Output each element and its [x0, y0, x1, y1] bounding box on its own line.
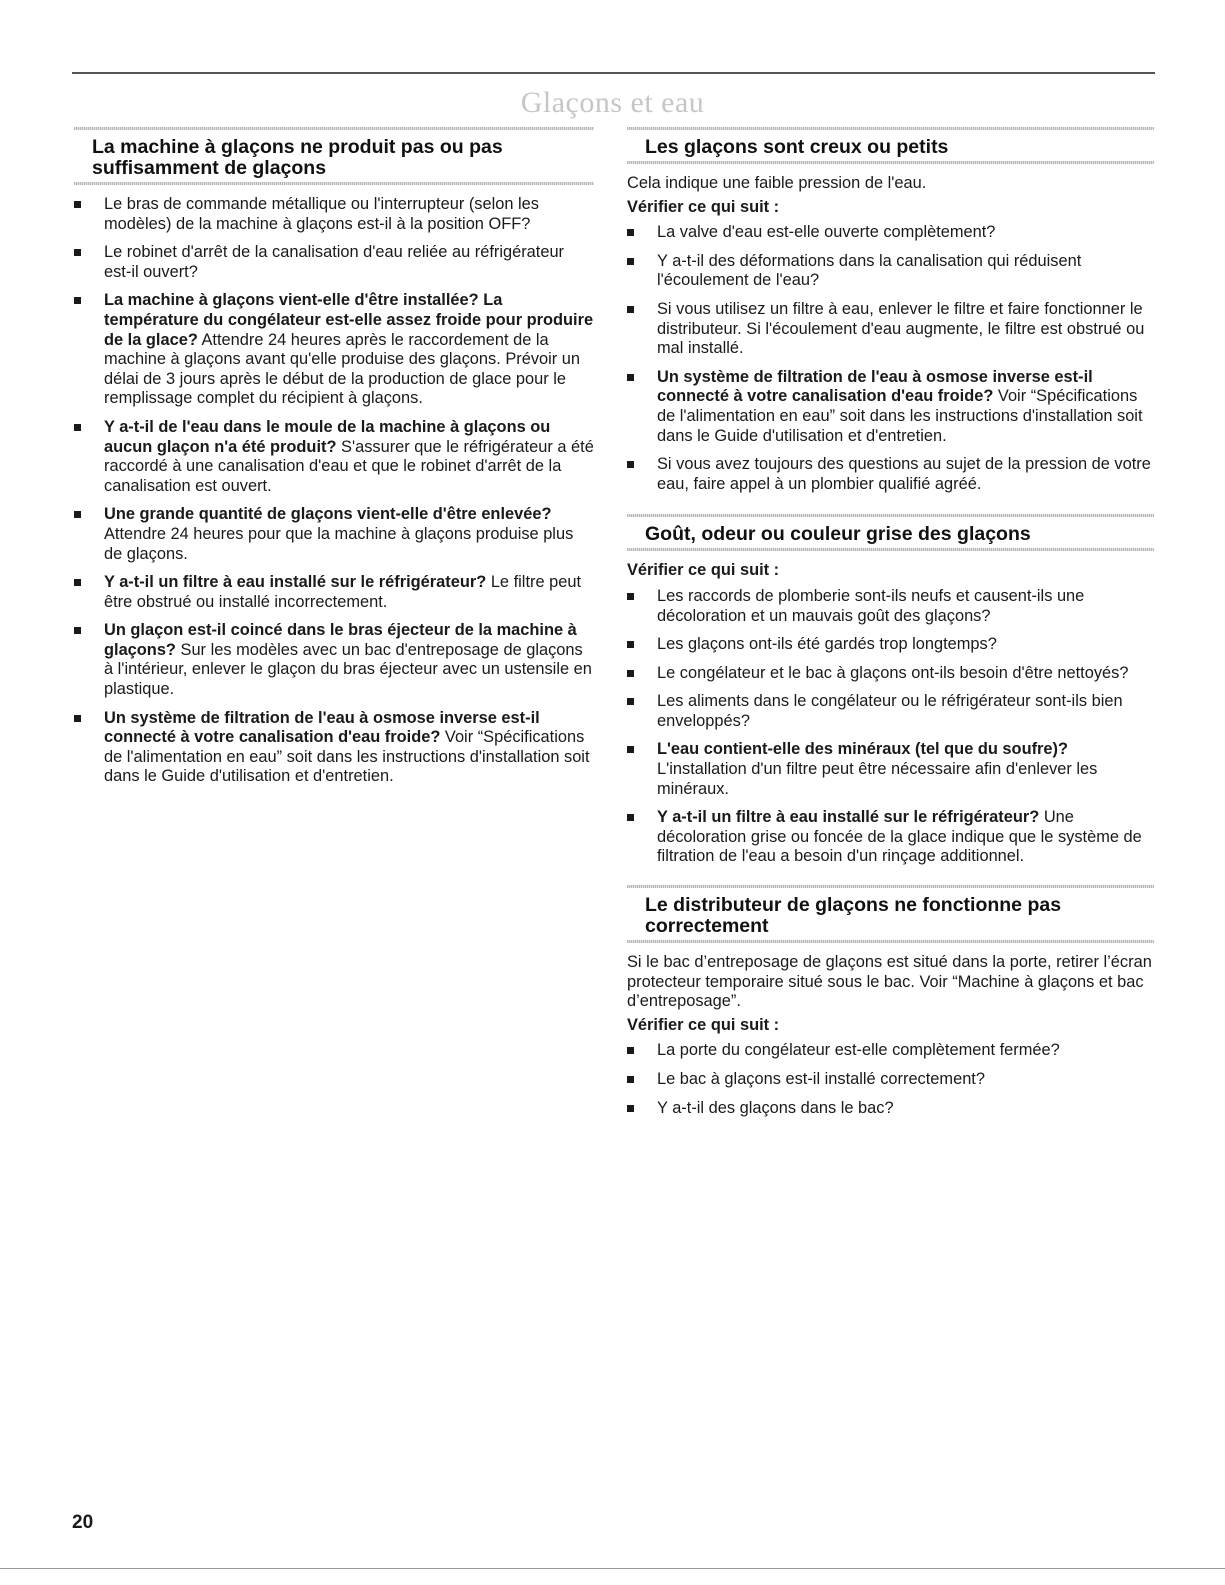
bottom-rule — [0, 1568, 1225, 1569]
top-rule — [72, 72, 1155, 74]
list-item: Y a-t-il de l'eau dans le moule de la machine à glaçons ou aucun glaçon n'a été produit? S'assurer que le réfrigérateur a été raccordé à une canalisation d'eau et que le robinet d'arrêt de la canalisation est ouvert. — [74, 418, 594, 496]
list-item: Y a-t-il des glaçons dans le bac? — [627, 1099, 1154, 1119]
list-item: Le bras de commande métallique ou l'interrupteur (selon les modèles) de la machine à glaçons est-il à la position OFF? — [74, 195, 594, 234]
bullet-icon — [627, 814, 634, 821]
list-item: Le congélateur et le bac à glaçons ont-ils besoin d'être nettoyés? — [627, 664, 1154, 684]
page-title: Glaçons et eau — [520, 86, 705, 119]
list-item: Si vous utilisez un filtre à eau, enlever le filtre et faire fonctionner le distributeur. Si l'écoulement d'eau augmente, le filtre est obstrué ou mal installé. — [627, 300, 1154, 359]
left-column — [74, 127, 594, 796]
check-label: Vérifier ce qui suit : — [627, 197, 780, 216]
bullet-icon — [74, 627, 81, 634]
list-item: Y a-t-il un filtre à eau installé sur le réfrigérateur? Le filtre peut être obstrué ou installé incorrectement. — [74, 573, 594, 612]
check-label: Vérifier ce qui suit : — [627, 1015, 780, 1034]
list-item: L'eau contient-elle des minéraux (tel que du soufre)? L'installation d'un filtre peut être nécessaire afin d'enlever les minéraux. — [627, 740, 1154, 799]
right-column — [627, 127, 1154, 1127]
bullet-icon — [74, 249, 81, 256]
section-intro: Cela indique une faible pression de l'eau. — [627, 174, 927, 192]
bullet-icon — [74, 715, 81, 722]
list-item: La porte du congélateur est-elle complètement fermée? — [627, 1041, 1154, 1061]
list-item: La valve d'eau est-elle ouverte complètement? — [627, 223, 1154, 243]
bullet-icon — [627, 698, 634, 705]
bullet-icon — [627, 670, 634, 677]
section-heading: Le distributeur de glaçons ne fonctionne pas correctement — [627, 885, 1154, 943]
list-item: Les glaçons ont-ils été gardés trop longtemps? — [627, 635, 1154, 655]
section-dispenser-not-working — [627, 885, 1154, 1118]
bullet-icon — [74, 201, 81, 208]
bullet-icon — [74, 579, 81, 586]
section-hollow-small-cubes — [627, 127, 1154, 494]
list-item: Un glaçon est-il coincé dans le bras éjecteur de la machine à glaçons? Sur les modèles avec un bac d'entreposage de glaçons à l'intérieur, enlever le glaçon du bras éjecteur avec un ustensile en plastique. — [74, 621, 594, 699]
list-item: Un système de filtration de l'eau à osmose inverse est-il connecté à votre canalisation d'eau froide? Voir “Spécifications de l'alimentation en eau” soit dans les instructions d'installation soit dans le Guide d'utilisation et d'entretien. — [627, 368, 1154, 446]
bullet-icon — [627, 461, 634, 468]
section-heading: La machine à glaçons ne produit pas ou pas suffisamment de glaçons — [74, 127, 594, 185]
section-ice-maker-not-producing — [74, 127, 594, 787]
list-item: Y a-t-il un filtre à eau installé sur le réfrigérateur? Une décoloration grise ou foncée de la glace indique que le système de filtration de l'eau a besoin d'un rinçage additionnel. — [627, 808, 1154, 867]
bullet-icon — [627, 1047, 634, 1054]
list-item: Si vous avez toujours des questions au sujet de la pression de votre eau, faire appel à un plombier qualifié agréé. — [627, 455, 1154, 494]
bullet-icon — [627, 746, 634, 753]
bullet-icon — [627, 229, 634, 236]
page-number: 20 — [72, 1512, 94, 1533]
list-item: Un système de filtration de l'eau à osmose inverse est-il connecté à votre canalisation d'eau froide? Voir “Spécifications de l'alimentation en eau” soit dans les instructions d'installation soit dans le Guide d'utilisation et d'entretien. — [74, 709, 594, 787]
bullet-icon — [627, 258, 634, 265]
list-item: La machine à glaçons vient-elle d'être installée? La température du congélateur est-elle assez froide pour produire de la glace? Attendre 24 heures après le raccordement de la machine à glaçons avant qu'elle produise des glaçons. Prévoir un délai de 3 jours après le début de la production de glace pour le remplissage complet du récipient à glaçons. — [74, 291, 594, 409]
bullet-icon — [74, 424, 81, 431]
list-item: Une grande quantité de glaçons vient-elle d'être enlevée? Attendre 24 heures pour que la machine à glaçons produise plus de glaçons. — [74, 505, 594, 564]
section-taste-odor-gray — [627, 514, 1154, 867]
checklist — [627, 223, 1154, 494]
checklist — [627, 587, 1154, 867]
list-item: Les raccords de plomberie sont-ils neufs et causent-ils une décoloration et un mauvais goût des glaçons? — [627, 587, 1154, 626]
list-item: Le bac à glaçons est-il installé correctement? — [627, 1070, 1154, 1090]
checklist — [74, 195, 594, 787]
bullet-icon — [627, 306, 634, 313]
bullet-icon — [627, 593, 634, 600]
list-item: Y a-t-il des déformations dans la canalisation qui réduisent l'écoulement de l'eau? — [627, 252, 1154, 291]
check-label: Vérifier ce qui suit : — [627, 561, 780, 580]
bullet-icon — [627, 1076, 634, 1083]
bullet-icon — [74, 511, 81, 518]
section-heading: Les glaçons sont creux ou petits — [627, 127, 1154, 164]
section-heading: Goût, odeur ou couleur grise des glaçons — [627, 514, 1154, 551]
bullet-icon — [74, 297, 81, 304]
bullet-icon — [627, 1105, 634, 1112]
bullet-icon — [627, 641, 634, 648]
checklist — [627, 1041, 1154, 1118]
list-item: Les aliments dans le congélateur ou le réfrigérateur sont-ils bien enveloppés? — [627, 692, 1154, 731]
section-intro: Si le bac d’entreposage de glaçons est situé dans la porte, retirer l’écran protecteur temporaire situé sous le bac. Voir “Machine à glaçons et bac d’entreposage”. — [627, 953, 1152, 1011]
bullet-icon — [627, 374, 634, 381]
list-item: Le robinet d'arrêt de la canalisation d'eau reliée au réfrigérateur est-il ouvert? — [74, 243, 594, 282]
